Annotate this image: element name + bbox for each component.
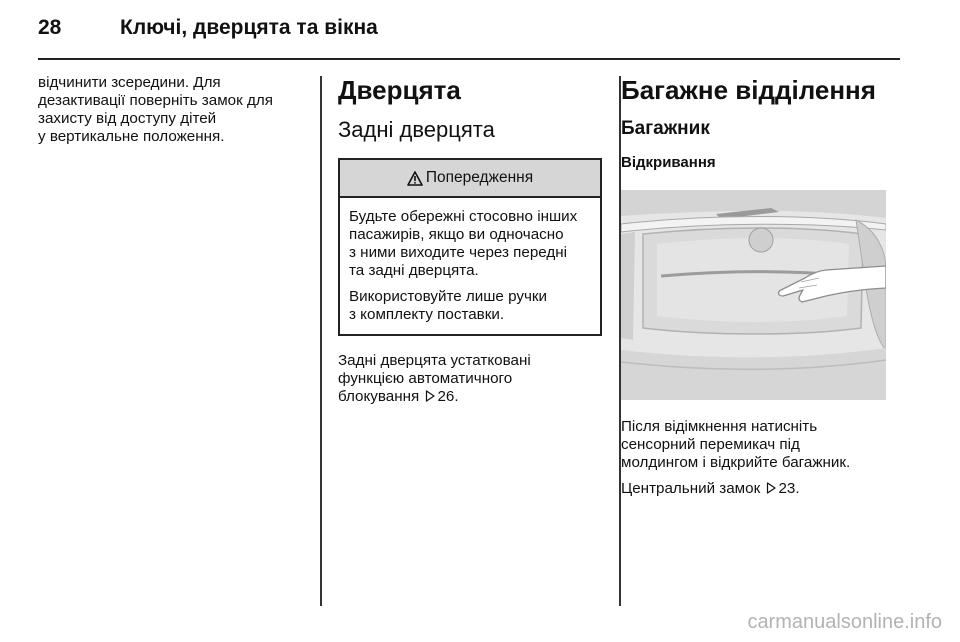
text-fragment: блокування [338, 388, 420, 405]
header-rule [38, 58, 900, 60]
warning-header [340, 160, 600, 198]
text-line: молдингом і відкрийте багажник. [621, 454, 851, 471]
text-line: сенсорний перемикач під [621, 436, 800, 453]
column-divider-left [320, 76, 322, 606]
warning-paragraph-2 [349, 288, 592, 324]
page-number: 28 [38, 16, 62, 39]
tailgate-caption [621, 418, 903, 472]
chapter-title: Ключі, дверцята та вікна [120, 16, 378, 39]
text-line: Задні дверцята устатковані [338, 352, 531, 369]
page-reference-link[interactable]: 26. [437, 388, 459, 405]
warning-body [340, 198, 600, 334]
watermark: carmanualsonline.info [747, 611, 942, 633]
subheading-rear-doors: Задні дверцята [338, 117, 495, 142]
text-line: Будьте обережні стосовно інших [349, 208, 578, 225]
page-reference-arrow-icon [766, 482, 776, 494]
tailgate-opening-figure [621, 190, 886, 400]
section-heading-luggage: Багажне відділення [621, 75, 876, 105]
column-1 [38, 74, 308, 146]
text-line: з комплекту поставки. [349, 306, 505, 323]
text-line: пасажирів, якщо ви одночасно [349, 226, 564, 243]
child-lock-text [38, 74, 308, 146]
subheading-tailgate: Багажник [621, 118, 710, 139]
page-header [38, 16, 378, 46]
text-line [338, 388, 602, 406]
text-line: та задні дверцята. [349, 262, 479, 279]
warning-triangle-icon [407, 171, 423, 186]
page-reference-arrow-icon [425, 390, 435, 402]
text-line: дезактивації поверніть замок для [38, 92, 273, 109]
reference-text: Центральний замок [621, 480, 761, 497]
text-line: захисту від доступу дітей [38, 110, 217, 127]
warning-box [338, 158, 602, 336]
hand-opening-tailgate-illustration [621, 190, 886, 400]
text-line: відчинити зсередини. Для [38, 74, 221, 91]
rear-doors-text [338, 352, 602, 406]
text-line: Використовуйте лише ручки [349, 288, 548, 305]
column-2 [338, 74, 602, 406]
text-line: з ними виходите через передні [349, 244, 568, 261]
warning-title: Попередження [425, 169, 534, 186]
page-reference-link[interactable]: 23. [778, 480, 800, 497]
warning-paragraph-1 [349, 208, 592, 280]
subheading-opening: Відкривання [621, 154, 716, 171]
central-lock-reference [621, 480, 903, 498]
text-line: функцією автоматичного [338, 370, 513, 387]
text-line: Після відімкнення натисніть [621, 418, 818, 435]
section-heading-doors: Дверцята [338, 75, 461, 105]
column-3 [621, 74, 903, 498]
text-line: у вертикальне положення. [38, 128, 225, 145]
